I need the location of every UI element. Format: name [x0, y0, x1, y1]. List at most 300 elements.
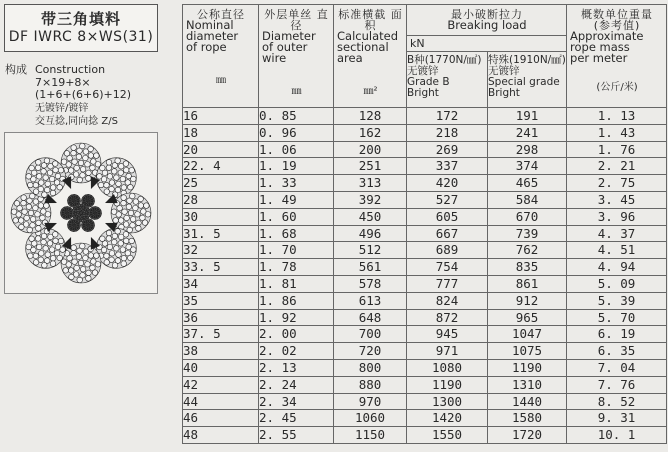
rope-wire — [85, 262, 91, 268]
rope-wire — [53, 167, 59, 173]
header-rope-mass: 概数单位重量 (参考值) Approximate rope mass per meter (公斤/米) — [567, 5, 667, 108]
rope-wire — [86, 170, 92, 176]
header-kn-unit: kN — [407, 36, 567, 52]
construction-line: (1+6+(6+6)+12) — [35, 88, 132, 101]
cell-breaking-load-special: 298 — [488, 141, 567, 158]
rope-wire — [68, 202, 70, 204]
rope-wire — [120, 247, 126, 253]
cell-breaking-load-grade-b: 420 — [407, 175, 488, 192]
product-title-cn: 带三角填料 — [40, 10, 121, 28]
rope-wire — [106, 165, 112, 171]
rope-wire — [86, 176, 92, 182]
cell-breaking-load-special: 861 — [488, 275, 567, 292]
cell-rope-mass: 10. 1 — [567, 427, 667, 444]
cell-breaking-load-grade-b: 1080 — [407, 359, 488, 376]
rope-wire — [128, 184, 134, 190]
rope-wire — [129, 167, 135, 173]
rope-wire — [96, 217, 98, 219]
table-row — [183, 410, 667, 427]
cell-sectional-area: 880 — [334, 376, 407, 393]
cell-outer-wire-diameter: 1. 60 — [259, 208, 334, 225]
rope-wire — [135, 212, 141, 218]
rope-wire — [41, 239, 47, 245]
rope-wire — [93, 225, 95, 227]
table-row — [183, 359, 667, 376]
rope-wire — [36, 226, 42, 232]
cell-nominal-diameter: 34 — [183, 275, 259, 292]
rope-wire — [104, 260, 110, 266]
rope-wire — [114, 175, 120, 181]
cell-breaking-load-special: 1580 — [488, 410, 567, 427]
cell-breaking-load-grade-b: 754 — [407, 259, 488, 276]
cell-outer-wire-diameter: 1. 81 — [259, 275, 334, 292]
cell-breaking-load-grade-b: 269 — [407, 141, 488, 158]
rope-wire — [112, 263, 118, 269]
product-title-box — [4, 4, 158, 52]
rope-wire — [115, 158, 121, 164]
cell-sectional-area: 496 — [334, 225, 407, 242]
rope-wire — [41, 169, 47, 175]
cell-breaking-load-grade-b: 971 — [407, 343, 488, 360]
rope-wire — [87, 224, 89, 226]
cell-breaking-load-special: 374 — [488, 158, 567, 175]
rope-wire — [88, 202, 90, 204]
cell-breaking-load-special: 739 — [488, 225, 567, 242]
rope-wire — [47, 241, 53, 247]
cell-nominal-diameter: 22. 4 — [183, 158, 259, 175]
cell-breaking-load-grade-b: 337 — [407, 158, 488, 175]
rope-wire — [19, 224, 25, 230]
rope-wire — [90, 195, 92, 197]
rope-wire — [69, 208, 71, 210]
rope-wire — [123, 232, 129, 238]
cell-sectional-area: 970 — [334, 393, 407, 410]
rope-wire — [104, 182, 110, 188]
cell-outer-wire-diameter: 1. 68 — [259, 225, 334, 242]
rope-wire — [52, 232, 58, 238]
rope-wire — [83, 221, 85, 223]
rope-wire — [70, 229, 72, 231]
table-row — [183, 108, 667, 125]
rope-wire — [104, 189, 110, 195]
rope-wire — [27, 227, 33, 233]
construction-line: 7×19+8× — [35, 75, 91, 89]
rope-wire — [68, 268, 74, 274]
rope-wire — [111, 209, 117, 215]
cell-nominal-diameter: 31. 5 — [183, 225, 259, 242]
cell-rope-mass: 8. 52 — [567, 393, 667, 410]
rope-wire — [116, 181, 122, 187]
cell-sectional-area: 512 — [334, 242, 407, 259]
cell-sectional-area: 128 — [334, 108, 407, 125]
table-row — [183, 376, 667, 393]
cell-outer-wire-diameter: 1. 06 — [259, 141, 334, 158]
rope-wire — [93, 200, 95, 202]
spec-table-body — [183, 108, 667, 444]
rope-wire — [72, 213, 74, 215]
cell-breaking-load-special: 584 — [488, 191, 567, 208]
rope-wire — [111, 169, 117, 175]
rope-wire — [90, 220, 92, 222]
rope-wire — [50, 255, 56, 261]
table-row — [183, 175, 667, 192]
rope-wire — [81, 215, 84, 218]
cell-sectional-area: 613 — [334, 292, 407, 309]
cell-sectional-area: 800 — [334, 359, 407, 376]
rope-wire — [97, 174, 103, 180]
rope-wire — [42, 192, 48, 198]
cell-outer-wire-diameter: 2. 34 — [259, 393, 334, 410]
table-row — [183, 275, 667, 292]
cell-breaking-load-grade-b: 527 — [407, 191, 488, 208]
cell-rope-mass: 1. 76 — [567, 141, 667, 158]
rope-wire — [47, 170, 53, 176]
rope-wire — [85, 162, 91, 168]
rope-wire — [60, 247, 66, 253]
cell-sectional-area: 700 — [334, 326, 407, 343]
rope-wire — [29, 165, 35, 171]
rope-wire — [95, 261, 101, 267]
cell-rope-mass: 6. 35 — [567, 343, 667, 360]
rope-wire — [49, 176, 55, 182]
rope-wire — [136, 220, 142, 226]
rope-wire — [71, 195, 73, 197]
rope-wire — [66, 212, 68, 214]
rope-wire — [90, 209, 92, 211]
cell-nominal-diameter: 33. 5 — [183, 259, 259, 276]
rope-wire — [92, 207, 94, 209]
header-nominal-diameter: 公称直径 Nominal diameter of rope ㎜ — [183, 5, 259, 108]
rope-wire — [92, 198, 94, 200]
rope-wire — [78, 160, 84, 166]
rope-wire — [89, 214, 91, 216]
rope-wire — [36, 220, 42, 226]
rope-wire — [118, 241, 124, 247]
rope-cross-section-frame — [4, 132, 158, 294]
table-row — [183, 158, 667, 175]
rope-wire — [58, 167, 64, 173]
rope-wire — [28, 253, 34, 259]
rope-wire — [145, 211, 151, 217]
product-title-en: DF IWRC 8×WS(31) — [8, 29, 154, 45]
rope-wire — [89, 212, 91, 214]
cell-outer-wire-diameter: 1. 70 — [259, 242, 334, 259]
rope-wire — [18, 218, 24, 224]
rope-wire — [83, 255, 89, 261]
rope-wire — [82, 224, 84, 226]
cell-nominal-diameter: 46 — [183, 410, 259, 427]
table-row — [183, 141, 667, 158]
rope-wire — [73, 224, 75, 226]
rope-wire — [73, 205, 75, 207]
cell-sectional-area: 578 — [334, 275, 407, 292]
rope-wire — [100, 165, 106, 171]
rope-wire — [76, 220, 78, 222]
cell-sectional-area: 561 — [334, 259, 407, 276]
cell-outer-wire-diameter: 1. 49 — [259, 191, 334, 208]
cell-nominal-diameter: 42 — [183, 376, 259, 393]
rope-wire — [30, 216, 36, 222]
rope-wire — [13, 218, 19, 224]
rope-wire — [74, 226, 76, 228]
rope-wire — [123, 167, 129, 173]
rope-wire — [87, 200, 89, 202]
rope-wire — [26, 204, 32, 210]
rope-wire — [121, 200, 127, 206]
rope-wire — [38, 180, 44, 186]
rope-wire — [72, 159, 78, 165]
table-row — [183, 259, 667, 276]
table-row — [183, 343, 667, 360]
rope-wire — [63, 268, 69, 274]
cell-outer-wire-diameter: 0. 96 — [259, 124, 334, 141]
rope-wire — [43, 246, 49, 252]
table-row — [183, 427, 667, 444]
rope-wire — [92, 203, 94, 205]
rope-wire — [88, 194, 90, 196]
rope-wire — [94, 218, 96, 220]
rope-wire — [93, 210, 95, 212]
header-grade-b: B种(1770N/㎟) 无镀锌 Grade B Bright — [407, 52, 488, 108]
cell-nominal-diameter: 25 — [183, 175, 259, 192]
rope-wire — [89, 229, 91, 231]
table-row — [183, 309, 667, 326]
rope-wire — [138, 196, 144, 202]
cell-rope-mass: 1. 13 — [567, 108, 667, 125]
cell-rope-mass: 2. 21 — [567, 158, 667, 175]
rope-wire — [77, 177, 83, 183]
rope-wire — [74, 265, 80, 271]
rope-wire — [111, 239, 117, 245]
rope-wire — [121, 255, 127, 261]
cell-breaking-load-grade-b: 824 — [407, 292, 488, 309]
cell-rope-mass: 1. 43 — [567, 124, 667, 141]
rope-wire — [78, 227, 80, 229]
rope-wire — [121, 185, 127, 191]
rope-wire — [94, 212, 96, 214]
rope-wire — [92, 270, 98, 276]
rope-wire — [73, 200, 75, 202]
cell-nominal-diameter: 30 — [183, 208, 259, 225]
rope-wire — [130, 216, 136, 222]
cell-outer-wire-diameter: 2. 13 — [259, 359, 334, 376]
rope-wire — [99, 210, 101, 212]
cell-breaking-load-grade-b: 1190 — [407, 376, 488, 393]
rope-wire — [35, 165, 41, 171]
rope-wire — [71, 245, 77, 251]
rope-wire — [71, 250, 77, 256]
cell-outer-wire-diameter: 1. 33 — [259, 175, 334, 192]
rope-wire — [68, 224, 70, 226]
rope-wire — [33, 205, 39, 211]
rope-wire — [63, 217, 65, 219]
rope-wire — [68, 200, 70, 202]
cell-breaking-load-special: 965 — [488, 309, 567, 326]
rope-wire — [88, 146, 94, 152]
cell-sectional-area: 1150 — [334, 427, 407, 444]
cell-nominal-diameter: 36 — [183, 309, 259, 326]
cell-outer-wire-diameter: 1. 92 — [259, 309, 334, 326]
cell-outer-wire-diameter: 2. 00 — [259, 326, 334, 343]
cell-breaking-load-special: 1720 — [488, 427, 567, 444]
cell-breaking-load-special: 1310 — [488, 376, 567, 393]
rope-wire — [69, 197, 71, 199]
cell-outer-wire-diameter: 2. 45 — [259, 410, 334, 427]
rope-wire — [109, 251, 115, 257]
rope-wire — [78, 214, 81, 217]
rope-wire — [58, 238, 64, 244]
rope-wire — [86, 276, 92, 282]
rope-wire — [38, 203, 44, 209]
rope-wire — [104, 253, 110, 259]
cell-breaking-load-special: 241 — [488, 124, 567, 141]
rope-wire — [53, 238, 59, 244]
rope-wire — [35, 236, 41, 242]
rope-wire — [61, 159, 67, 165]
rope-wire — [78, 260, 84, 266]
rope-wire — [76, 154, 82, 160]
rope-wire — [131, 176, 137, 182]
cell-breaking-load-special: 762 — [488, 242, 567, 259]
rope-wire — [61, 214, 63, 216]
rope-wire — [144, 203, 150, 209]
rope-wire — [35, 160, 41, 166]
rope-wire — [71, 145, 77, 151]
rope-wire — [33, 260, 39, 266]
rope-wire — [78, 198, 80, 200]
rope-wire — [36, 174, 42, 180]
rope-wire — [142, 220, 148, 226]
rope-wire — [74, 202, 76, 204]
rope-wire — [84, 229, 86, 231]
rope-wire — [68, 168, 74, 174]
rope-wire — [92, 227, 94, 229]
rope-wire — [89, 205, 91, 207]
rope-wire — [128, 210, 134, 216]
rope-wire — [57, 184, 63, 190]
rope-wire — [76, 207, 79, 210]
rope-wire — [45, 181, 51, 187]
cell-rope-mass: 4. 51 — [567, 242, 667, 259]
cell-outer-wire-diameter: 2. 24 — [259, 376, 334, 393]
rope-wire — [113, 218, 119, 224]
rope-wire — [50, 185, 56, 191]
cell-sectional-area: 1060 — [334, 410, 407, 427]
rope-wire — [100, 213, 102, 215]
rope-wire — [80, 166, 86, 172]
table-row — [183, 208, 667, 225]
rope-wire — [74, 219, 76, 221]
rope-wire — [74, 194, 76, 196]
construction-line: 交互捻,同向捻 Z/S — [35, 116, 118, 127]
cell-nominal-diameter: 18 — [183, 124, 259, 141]
cell-breaking-load-grade-b: 605 — [407, 208, 488, 225]
rope-wire — [75, 205, 77, 207]
rope-wire — [61, 212, 63, 214]
cell-rope-mass: 6. 19 — [567, 326, 667, 343]
cell-sectional-area: 450 — [334, 208, 407, 225]
rope-wire — [71, 215, 73, 217]
rope-wire — [118, 170, 124, 176]
rope-wire — [88, 226, 90, 228]
rope-wire — [83, 197, 85, 199]
rope-wire — [67, 214, 69, 216]
cell-sectional-area: 162 — [334, 124, 407, 141]
cell-sectional-area: 720 — [334, 343, 407, 360]
rope-wire — [94, 253, 100, 259]
rope-wire — [78, 203, 80, 205]
rope-wire — [138, 203, 144, 209]
cell-breaking-load-special: 835 — [488, 259, 567, 276]
rope-wire — [76, 254, 82, 260]
cell-rope-mass: 4. 37 — [567, 225, 667, 242]
rope-wire — [70, 205, 72, 207]
cell-rope-mass: 7. 76 — [567, 376, 667, 393]
cell-rope-mass: 5. 70 — [567, 309, 667, 326]
rope-wire — [122, 209, 128, 215]
cell-breaking-load-grade-b: 218 — [407, 124, 488, 141]
construction-label-en: Construction — [35, 63, 106, 76]
rope-wire — [75, 215, 78, 218]
rope-wire — [106, 236, 112, 242]
rope-wire — [36, 244, 42, 250]
rope-wire — [86, 198, 88, 200]
rope-wire — [24, 215, 30, 221]
header-special-grade: 特殊(1910N/㎟) 无镀锌 Special grade Bright — [488, 52, 567, 108]
rope-wire — [80, 212, 83, 215]
table-row — [183, 191, 667, 208]
table-row — [183, 326, 667, 343]
rope-wire — [64, 151, 70, 157]
rope-wire — [80, 266, 86, 272]
cell-rope-mass: 5. 09 — [567, 275, 667, 292]
rope-wire — [33, 189, 39, 195]
cell-breaking-load-special: 465 — [488, 175, 567, 192]
rope-wire — [26, 244, 32, 250]
rope-wire — [87, 230, 89, 232]
rope-wire — [79, 200, 81, 202]
rope-wire — [109, 180, 115, 186]
table-row — [183, 393, 667, 410]
rope-wire — [118, 218, 124, 224]
rope-wire — [84, 205, 86, 207]
cell-rope-mass: 4. 94 — [567, 259, 667, 276]
rope-wire — [83, 216, 86, 219]
cell-rope-mass: 5. 39 — [567, 292, 667, 309]
rope-wire — [33, 182, 39, 188]
cell-rope-mass: 9. 31 — [567, 410, 667, 427]
rope-wire — [62, 209, 64, 211]
rope-wire — [86, 222, 88, 224]
rope-wire — [82, 227, 84, 229]
rope-wire — [94, 153, 100, 159]
cell-sectional-area: 251 — [334, 158, 407, 175]
cell-nominal-diameter: 40 — [183, 359, 259, 376]
rope-wire — [33, 253, 39, 259]
cell-breaking-load-special: 670 — [488, 208, 567, 225]
cell-rope-mass: 7. 04 — [567, 359, 667, 376]
rope-wire — [72, 259, 78, 265]
rope-wire — [43, 175, 49, 181]
rope-wire — [35, 212, 41, 218]
construction-line: 无镀锌/镀锌 — [35, 102, 89, 114]
rope-wire — [82, 210, 85, 213]
rope-wire — [129, 193, 135, 199]
rope-wire — [86, 216, 89, 219]
rope-wire — [45, 252, 51, 258]
rope-wire — [74, 165, 80, 171]
cell-breaking-load-grade-b: 172 — [407, 108, 488, 125]
